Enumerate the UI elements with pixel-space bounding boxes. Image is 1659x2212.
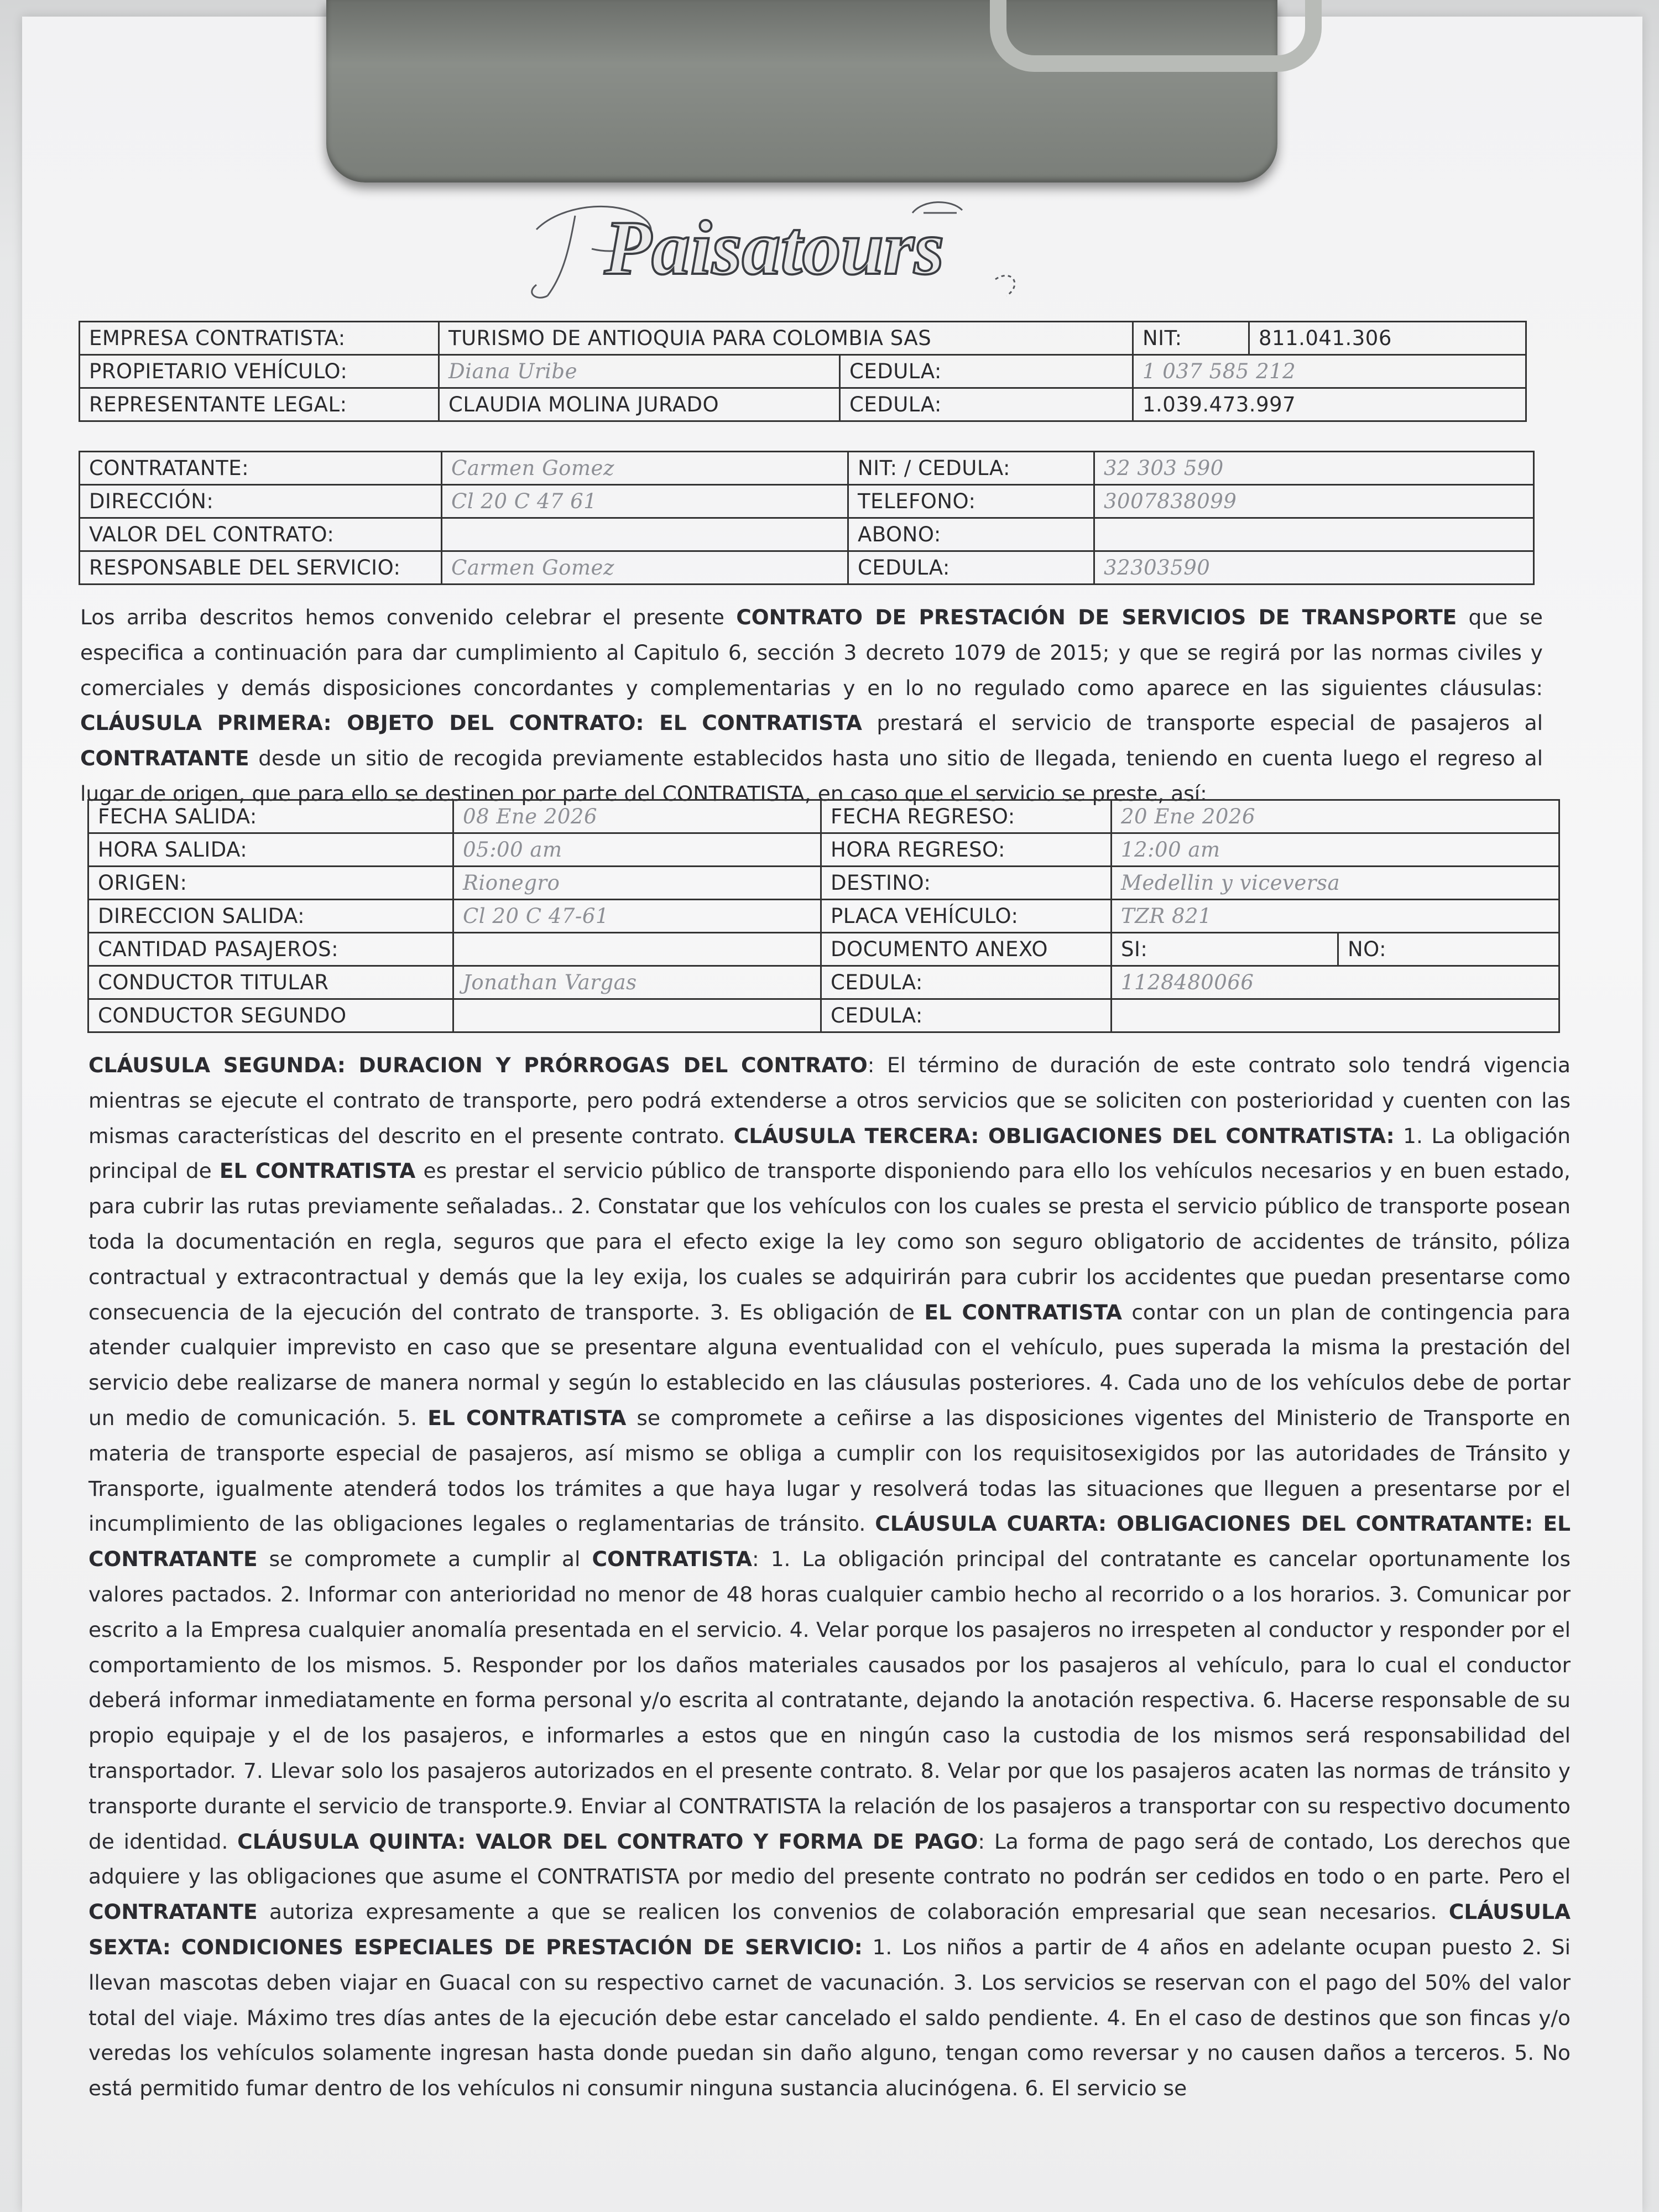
table-row: [88, 833, 1559, 867]
return-date-value: 20 Ene 2026: [1112, 800, 1559, 833]
intro-bold: CONTRATO DE PRESTACIÓN DE SERVICIOS DE TRANSPORTE: [736, 605, 1457, 629]
clause-text: : 1. La obligación principal del contratante es cancelar oportunamente los valores pactados. 2. Informar con anterioridad no menor de 48 horas cualquier cambio hecho al recorrido o a los horarios. 3. Comunicar por escrito a la Empresa cualquier anomalía presentada en el servicio. 4. Velar porque los pasajeros no irrespeten al conductor y responder por el comportamiento de los mismos. 5. Responder por los daños materiales causados por los pasajeros al vehículo, para lo cual el conductor deberá informar inmediatamente en forma personal y/o escrita al contratante, dejando la anotación respectiva. 6. Hacerse responsable de su propio equipaje y el de los pasajeros, e informarles a estos que en ningún caso la custodia de los mismos será responsabilidad del transportador. 7. Llevar solo los pasajeros autorizados en el presente contrato. 8. Velar por que los pasajeros acaten las normas de tránsito y transporte durante el servicio de transporte.9. Enviar al CONTRATISTA la relación de los pasajeros a transportar con su respectivo documento de identidad.: [88, 1547, 1571, 1854]
main-driver-value: Jonathan Vargas: [453, 966, 821, 999]
phone-value: 3007838099: [1094, 485, 1534, 518]
table-row: [80, 518, 1534, 551]
client-label: CONTRATANTE:: [80, 452, 442, 485]
table-row: [88, 933, 1559, 966]
owner-id-value: 1 037 585 212: [1133, 355, 1526, 388]
contract-value-label: VALOR DEL CONTRATO:: [80, 518, 442, 551]
trip-table: [87, 799, 1560, 1033]
main-driver-id-value: 1128480066: [1112, 966, 1559, 999]
owner-label: PROPIETARIO VEHÍCULO:: [80, 355, 439, 388]
intro-text: que se especifica a continuación para dar cumplimiento al Capitulo 6, sección 3 decreto 1079 de 2015; y que se regirá por las normas civiles y comerciales y demás disposiciones concordantes y complementarias y en lo no regulado como aparece en las siguientes cláusulas:: [80, 605, 1543, 700]
deposit-value: [1094, 518, 1534, 551]
clause-text: : La forma de pago será de contado, Los derechos que adquiere y las obligaciones que asume el CONTRATISTA por medio del presente contrato no podrán ser cedidos en todo o en parte. Pero el: [88, 1829, 1571, 1889]
nit-value: 811.041.306: [1249, 322, 1526, 355]
clause-text: es prestar el servicio público de transporte disponiendo para ello los vehículos necesarios y en buen estado, para cubrir las rutas previamente señaladas.. 2. Constatar que los vehículos con los cuales se presta el servicio público de transporte posean toda la documentación en regla, seguros que para el efecto exige la ley como son seguro obligatorio de accidentes de tránsito, póliza contractual y extracontractual y demás que la ley exija, los cuales se adquirirán para cubrir los accidentes que puedan presentarse como consecuencia de la ejecución del contrato de transporte. 3. Es obligación de: [88, 1159, 1571, 1324]
intro-bold: CONTRATANTE: [80, 746, 249, 771]
passengers-label: CANTIDAD PASAJEROS:: [88, 933, 453, 966]
address-label: DIRECCIÓN:: [80, 485, 442, 518]
client-id-label: NIT: / CEDULA:: [848, 452, 1094, 485]
return-date-label: FECHA REGRESO:: [821, 800, 1112, 833]
table-row: [80, 485, 1534, 518]
intro-text: prestará el servicio de transporte especial de pasajeros al: [862, 711, 1543, 735]
clause-bold: CONTRATANTE: [88, 1900, 258, 1924]
destination-label: DESTINO:: [821, 867, 1112, 900]
responsible-id-label: CEDULA:: [848, 551, 1094, 585]
intro-text: Los arriba descritos hemos convenido celebrar el presente: [80, 605, 737, 629]
vehicle-plate-label: PLACA VEHÍCULO:: [821, 900, 1112, 933]
annex-yes-label: SI:: [1112, 933, 1338, 966]
table-row: [80, 355, 1526, 388]
table-row: [88, 800, 1559, 833]
annex-no-label: NO:: [1338, 933, 1559, 966]
owner-id-label: CEDULA:: [840, 355, 1133, 388]
paisatours-logo: [514, 191, 1045, 318]
vehicle-plate-value: TZR 821: [1112, 900, 1559, 933]
clip-handle: [990, 0, 1322, 72]
phone-label: TELEFONO:: [848, 485, 1094, 518]
clause-bold: EL CONTRATISTA: [924, 1300, 1123, 1324]
legal-rep-value: CLAUDIA MOLINA JURADO: [439, 388, 840, 421]
departure-date-label: FECHA SALIDA:: [88, 800, 453, 833]
departure-date-value: 08 Ene 2026: [453, 800, 821, 833]
nit-label: NIT:: [1133, 322, 1249, 355]
departure-time-label: HORA SALIDA:: [88, 833, 453, 867]
legal-rep-id-label: CEDULA:: [840, 388, 1133, 421]
owner-value: Diana Uribe: [439, 355, 840, 388]
legal-rep-label: REPRESENTANTE LEGAL:: [80, 388, 439, 421]
clause-text: autoriza expresamente a que se realicen los convenios de colaboración empresarial que sean necesarios.: [257, 1900, 1449, 1924]
origin-label: ORIGEN:: [88, 867, 453, 900]
responsible-value: Carmen Gomez: [442, 551, 848, 585]
deposit-label: ABONO:: [848, 518, 1094, 551]
responsible-label: RESPONSABLE DEL SERVICIO:: [80, 551, 442, 585]
company-label: EMPRESA CONTRATISTA:: [80, 322, 439, 355]
second-driver-id-value: [1112, 999, 1559, 1032]
client-table: [79, 451, 1535, 585]
clause-text: : El término de duración de este contrato solo tendrá vigencia mientras se ejecute el contrato de transporte, pero podrá extenderse a otros servicios que se soliciten con posterioridad y cuenten con las mismas características del descrito en el presente contrato.: [88, 1053, 1571, 1148]
contract-value-value: [442, 518, 848, 551]
departure-address-label: DIRECCION SALIDA:: [88, 900, 453, 933]
company-value: TURISMO DE ANTIOQUIA PARA COLOMBIA SAS: [439, 322, 1133, 355]
return-time-label: HORA REGRESO:: [821, 833, 1112, 867]
table-row: [88, 966, 1559, 999]
clause-first-heading: CLÁUSULA PRIMERA: OBJETO DEL CONTRATO: EL CONTRATISTA: [80, 711, 862, 735]
table-row: [80, 452, 1534, 485]
responsible-id-value: 32303590: [1094, 551, 1534, 585]
table-row: [80, 322, 1526, 355]
clause-bold: EL CONTRATISTA: [427, 1405, 627, 1430]
clause-bold: EL CONTRATISTA: [219, 1159, 416, 1183]
company-table: [79, 321, 1527, 422]
clause-bold: CONTRATISTA: [592, 1547, 753, 1572]
address-value: Cl 20 C 47 61: [442, 485, 848, 518]
clause-second-heading: CLÁUSULA SEGUNDA: DURACION Y PRÓRROGAS DEL CONTRATO: [88, 1053, 868, 1077]
origin-value: Rionegro: [453, 867, 821, 900]
client-value: Carmen Gomez: [442, 452, 848, 485]
table-row: [88, 867, 1559, 900]
main-driver-id-label: CEDULA:: [821, 966, 1112, 999]
second-driver-id-label: CEDULA:: [821, 999, 1112, 1032]
table-row: [88, 999, 1559, 1032]
destination-value: Medellin y viceversa: [1112, 867, 1559, 900]
second-driver-value: [453, 999, 821, 1032]
clause-text: contar con un plan de contingencia para atender cualquier imprevisto en caso que se presentare alguna eventualidad con el vehículo, pues superada la misma la prestación del servicio debe realizarse de manera normal y según lo establecido en las cláusulas posteriores. 4. Cada uno de los vehículos debe de portar un medio de comunicación. 5.: [88, 1300, 1571, 1430]
clauses-text: [88, 1048, 1571, 2106]
clipboard-clip: [326, 0, 1277, 182]
departure-address-value: Cl 20 C 47-61: [453, 900, 821, 933]
clause-text: 1. La obligación principal de: [88, 1123, 1571, 1183]
main-driver-label: CONDUCTOR TITULAR: [88, 966, 453, 999]
clause-text: se compromete a ceñirse a las disposiciones vigentes del Ministerio de Transporte en materia de transporte especial de pasajeros, así mismo se obliga a cumplir con los requisitosexigidos por las autoridades de Tránsito y Transporte, igualmente atenderá todos los trámites a que haya lugar y resolverá todas las situaciones que lleguen a presentarse por el incumplimiento de las obligaciones legales o reglamentarias de tránsito.: [88, 1405, 1571, 1536]
annex-document-label: DOCUMENTO ANEXO: [821, 933, 1112, 966]
return-time-value: 12:00 am: [1112, 833, 1559, 867]
clause-fourth-heading: CLÁUSULA CUARTA: OBLIGACIONES DEL CONTRATANTE: EL CONTRATANTE: [88, 1511, 1571, 1572]
clause-sixth-heading: CLÁUSULA SEXTA: CONDICIONES ESPECIALES DE PRESTACIÓN DE SERVICIO:: [88, 1900, 1571, 1959]
clause-text: 1. Los niños a partir de 4 años en adelante ocupan puesto 2. Si llevan mascotas deben viajar en Guacal con su respectivo carnet de vacunación. 3. Los servicios se reservan con el pago del 50% del valor total del viaje. Máximo tres días antes de la ejecución debe estar cancelado el saldo pendiente. 4. En el caso de destinos que son fincas y/o veredas los vehículos solamente ingresan hasta donde puedan sin daño alguno, tengan como reversar y no causen daños a terceros. 5. No está permitido fumar dentro de los vehículos ni consumir ninguna sustancia alucinógena. 6. El servicio se: [88, 1934, 1571, 2101]
clause-third-heading: CLÁUSULA TERCERA: OBLIGACIONES DEL CONTRATISTA:: [733, 1123, 1395, 1148]
second-driver-label: CONDUCTOR SEGUNDO: [88, 999, 453, 1032]
clause-text: se compromete a cumplir al: [257, 1547, 592, 1572]
table-row: [88, 900, 1559, 933]
intro-text: desde un sitio de recogida previamente establecidos hasta uno sitio de llegada, teniendo en cuenta luego el regreso al lugar de origen, que para ello se destinen por parte del CONTRATISTA, en caso que el servicio se preste, así:: [80, 746, 1543, 806]
passengers-value: [453, 933, 821, 966]
intro-paragraph: [80, 600, 1543, 812]
legal-rep-id-value: 1.039.473.997: [1133, 388, 1526, 421]
departure-time-value: 05:00 am: [453, 833, 821, 867]
client-id-value: 32 303 590: [1094, 452, 1534, 485]
table-row: [80, 388, 1526, 421]
clause-fifth-heading: CLÁUSULA QUINTA: VALOR DEL CONTRATO Y FORMA DE PAGO: [237, 1829, 978, 1854]
table-row: [80, 551, 1534, 585]
logo-text: Paisatours: [604, 205, 945, 291]
